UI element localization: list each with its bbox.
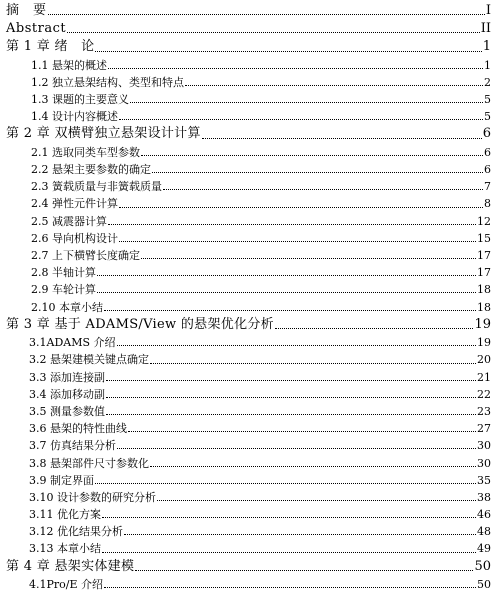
toc-entry-page-number: 18 [477, 283, 491, 297]
toc-entry-page-number: 27 [477, 422, 491, 436]
dot-leader [48, 14, 485, 15]
toc-entry-title: 2.9 车轮计算 [31, 283, 96, 297]
toc-entry[interactable] [0, 245, 500, 262]
toc-entry-title: 2.6 导向机构设计 [31, 231, 118, 245]
toc-entry-title: 2.10 本章小结 [31, 300, 103, 314]
toc-entry[interactable] [0, 556, 500, 575]
dot-leader [119, 241, 476, 242]
toc-entry-title: 1.2 独立悬架结构、类型和特点 [31, 75, 184, 89]
toc-entry-page-number: 1 [484, 58, 491, 72]
dot-leader [124, 534, 476, 535]
dot-leader [67, 32, 480, 33]
toc-entry[interactable] [0, 367, 500, 384]
toc-entry[interactable] [0, 123, 500, 142]
toc-entry[interactable] [0, 435, 500, 452]
toc-entry-page-number: 5 [484, 92, 491, 106]
toc-entry-page-number: 30 [477, 456, 491, 470]
toc-entry-title: 1.3 课题的主要意义 [31, 92, 129, 106]
toc-entry-page-number: II [480, 20, 491, 36]
toc-entry-page-number: 17 [477, 266, 491, 280]
toc-entry[interactable] [0, 418, 500, 435]
dot-leader [275, 328, 473, 329]
toc-entry-title: 3.2 悬架建模关键点确定 [29, 353, 149, 367]
toc-entry[interactable] [0, 89, 500, 106]
dot-leader [104, 587, 476, 588]
toc-entry-page-number: 19 [474, 316, 491, 332]
toc-entry-page-number: 1 [482, 39, 491, 55]
toc-entry[interactable] [0, 538, 500, 555]
toc-entry-page-number: 12 [477, 214, 491, 228]
toc-entry-title: 3.9 制定界面 [29, 473, 94, 487]
toc-entry-title: 1.4 设计内容概述 [31, 110, 118, 124]
dot-leader [150, 363, 476, 364]
toc-entry-title: 2.1 选取同类车型参数 [31, 145, 140, 159]
toc-entry-title: 2.7 上下横臂长度确定 [31, 248, 140, 262]
toc-entry-title: 3.8 悬架部件尺寸参数化 [29, 456, 149, 470]
toc-entry[interactable] [0, 36, 500, 55]
dot-leader [95, 51, 481, 52]
toc-entry[interactable] [0, 18, 500, 36]
toc-entry[interactable] [0, 349, 500, 366]
dot-leader [119, 207, 483, 208]
toc-entry-title: 3.12 优化结果分析 [29, 525, 123, 539]
toc-entry-title: 2.5 减震器计算 [31, 214, 107, 228]
dot-leader [108, 224, 476, 225]
toc-entry[interactable] [0, 0, 500, 18]
toc-entry[interactable] [0, 106, 500, 123]
toc-entry-title: 1.1 悬架的概述 [31, 58, 107, 72]
toc-entry-page-number: 17 [477, 248, 491, 262]
dot-leader [141, 155, 483, 156]
toc-entry-page-number: 6 [484, 145, 491, 159]
toc-entry-title: 2.2 悬架主要参数的确定 [31, 163, 151, 177]
dot-leader [102, 517, 476, 518]
toc-entry-page-number: 18 [477, 300, 491, 314]
toc-entry-page-number: 49 [477, 542, 491, 556]
toc-entry-page-number: 21 [477, 370, 491, 384]
toc-entry[interactable] [0, 574, 500, 591]
dot-leader [202, 138, 482, 139]
toc-entry[interactable] [0, 142, 500, 159]
toc-entry[interactable] [0, 296, 500, 313]
toc-entry-page-number: 15 [477, 231, 491, 245]
toc-entry-title: 3.3 添加连接副 [29, 370, 105, 384]
toc-entry-page-number: 38 [477, 490, 491, 504]
toc-entry-title: 第 2 章 双横臂独立悬架设计计算 [6, 126, 201, 142]
toc-entry-title: 第 3 章 基于 ADAMS/View 的悬架优化分析 [6, 316, 274, 332]
toc-entry[interactable] [0, 176, 500, 193]
toc-entry[interactable] [0, 401, 500, 418]
toc-entry-page-number: 19 [477, 336, 491, 350]
toc-entry-title: 3.7 仿真结果分析 [29, 439, 116, 453]
toc-entry[interactable] [0, 55, 500, 72]
toc-entry[interactable] [0, 228, 500, 245]
dot-leader [106, 414, 476, 415]
dot-leader [135, 570, 473, 571]
toc-entry-page-number: 22 [477, 387, 491, 401]
toc-entry-page-number: 30 [477, 439, 491, 453]
toc-entry[interactable] [0, 193, 500, 210]
dot-leader [128, 431, 476, 432]
dot-leader [150, 466, 476, 467]
toc-entry-page-number: 20 [477, 353, 491, 367]
toc-entry-title: 3.6 悬架的特性曲线 [29, 422, 127, 436]
dot-leader [130, 102, 483, 103]
toc-entry-title: 3.4 添加移动副 [29, 387, 105, 401]
dot-leader [106, 380, 476, 381]
toc-entry-title: 2.3 簧载质量与非簧载质量 [31, 180, 162, 194]
toc-entry[interactable] [0, 262, 500, 279]
dot-leader [104, 310, 476, 311]
toc-entry-title: Abstract [6, 20, 67, 36]
dot-leader [157, 500, 476, 501]
dot-leader [117, 448, 476, 449]
toc-entry-page-number: 6 [482, 126, 491, 142]
toc-entry-page-number: 5 [484, 110, 491, 124]
toc-entry[interactable] [0, 452, 500, 469]
toc-entry-title: 4.1Pro/E 介绍 [29, 578, 104, 591]
toc-entry[interactable] [0, 521, 500, 538]
toc-entry-title: 摘 要 [6, 2, 47, 18]
dot-leader [97, 275, 476, 276]
dot-leader [108, 68, 483, 69]
toc-entry-page-number: I [485, 2, 491, 18]
toc-entry-page-number: 2 [484, 75, 491, 89]
toc-entry-title: 2.8 半轴计算 [31, 266, 96, 280]
toc-entry-page-number: 6 [484, 163, 491, 177]
toc-entry-title: 2.4 弹性元件计算 [31, 197, 118, 211]
toc-entry-page-number: 50 [477, 578, 491, 591]
dot-leader [106, 397, 476, 398]
toc-entry[interactable] [0, 159, 500, 176]
toc-entry-page-number: 46 [477, 508, 491, 522]
toc-entry-page-number: 50 [474, 558, 491, 574]
toc-entry-page-number: 8 [484, 197, 491, 211]
dot-leader [97, 292, 476, 293]
toc-entry-title: 3.1ADAMS 介绍 [29, 336, 116, 350]
dot-leader [152, 172, 483, 173]
toc-entry-page-number: 48 [477, 525, 491, 539]
toc-entry-page-number: 23 [477, 404, 491, 418]
toc-entry-title: 3.11 优化方案 [29, 508, 101, 522]
toc-entry[interactable] [0, 211, 500, 228]
dot-leader [185, 85, 483, 86]
toc-entry-title: 3.10 设计参数的研究分析 [29, 490, 156, 504]
toc-entry-title: 第 1 章 绪 论 [6, 39, 95, 55]
toc-entry[interactable] [0, 72, 500, 89]
dot-leader [102, 552, 476, 553]
dot-leader [119, 119, 483, 120]
toc-entry[interactable] [0, 504, 500, 521]
toc-entry[interactable] [0, 279, 500, 296]
toc-entry-page-number: 35 [477, 473, 491, 487]
dot-leader [163, 189, 483, 190]
toc-entry-title: 第 4 章 悬架实体建模 [6, 558, 135, 574]
toc-entry-title: 3.13 本章小结 [29, 542, 101, 556]
dot-leader [117, 345, 477, 346]
toc-entry[interactable] [0, 470, 500, 487]
dot-leader [141, 258, 476, 259]
toc-entry[interactable] [0, 314, 500, 333]
toc-entry[interactable] [0, 384, 500, 401]
dot-leader [95, 483, 476, 484]
toc-entry[interactable] [0, 487, 500, 504]
toc-entry-page-number: 7 [484, 180, 491, 194]
toc-entry[interactable] [0, 332, 500, 349]
toc-entry-title: 3.5 测量参数值 [29, 404, 105, 418]
